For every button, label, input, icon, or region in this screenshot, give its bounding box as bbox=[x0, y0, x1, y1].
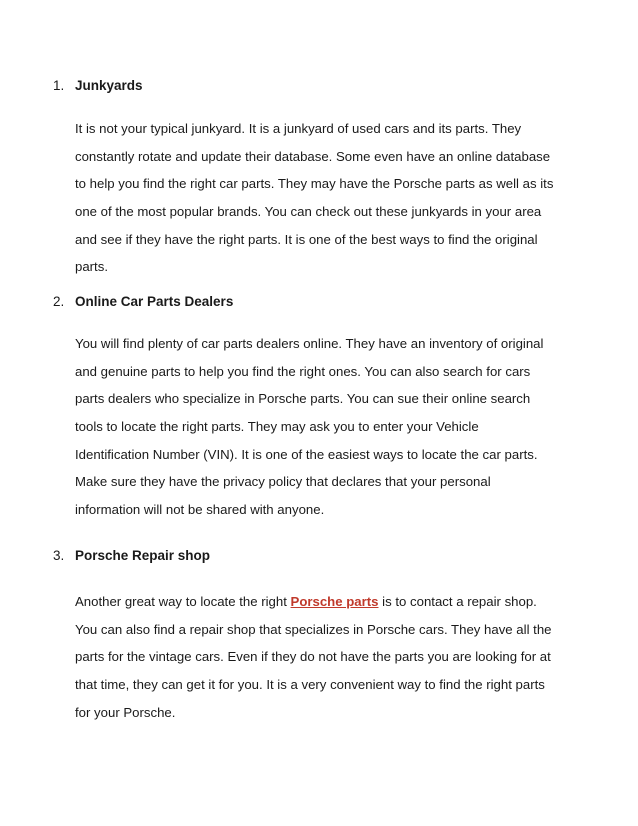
section-online-dealers bbox=[0, 291, 638, 518]
body-line: and see if they have the right parts. It is one of the best ways to find the original bbox=[75, 231, 538, 247]
section-body bbox=[75, 330, 570, 524]
heading-text: Junkyards bbox=[75, 78, 143, 93]
body-line: parts. bbox=[75, 259, 108, 275]
body-line bbox=[75, 588, 570, 616]
list-number: 3. bbox=[53, 548, 65, 563]
list-number: 2. bbox=[53, 294, 65, 309]
body-line: that time, they can get it for you. It is a very convenient way to find the right parts bbox=[75, 677, 545, 693]
body-line: parts dealers who specialize in Porsche parts. You can sue their online search bbox=[75, 391, 531, 407]
body-line: tools to locate the right parts. They may ask you to enter your Vehicle bbox=[75, 419, 479, 435]
section-repair-shop bbox=[0, 545, 638, 720]
heading-text: Online Car Parts Dealers bbox=[75, 294, 234, 309]
heading-text: Porsche Repair shop bbox=[75, 548, 211, 563]
body-line: parts for the vintage cars. Even if they do not have the parts you are looking for at bbox=[75, 649, 551, 665]
body-line: and genuine parts to help you find the right ones. You can also search for cars bbox=[75, 363, 531, 379]
body-line: Identification Number (VIN). It is one of the easiest ways to locate the car parts. bbox=[75, 446, 538, 462]
porsche-parts-link[interactable]: Porsche parts bbox=[290, 594, 379, 609]
body-line: for your Porsche. bbox=[75, 704, 176, 720]
section-heading bbox=[0, 291, 638, 313]
body-line: information will not be shared with anyone. bbox=[75, 502, 325, 518]
section-body bbox=[75, 588, 570, 726]
body-line: You can also find a repair shop that specializes in Porsche cars. They have all the bbox=[75, 621, 552, 637]
line-text: Another great way to locate the right bbox=[75, 594, 291, 609]
section-junkyards bbox=[0, 75, 638, 275]
body-line: It is not your typical junkyard. It is a junkyard of used cars and its parts. They bbox=[75, 121, 522, 136]
body-line: You will find plenty of car parts dealers online. They have an inventory of original bbox=[75, 336, 544, 351]
line-text: is to contact a repair shop. bbox=[378, 594, 537, 609]
body-line: Make sure they have the privacy policy that declares that your personal bbox=[75, 474, 491, 490]
body-line: constantly rotate and update their database. Some even have an online database bbox=[75, 148, 551, 164]
section-heading bbox=[0, 75, 638, 97]
body-line: to help you find the right car parts. They may have the Porsche parts as well as its bbox=[75, 176, 554, 192]
section-heading bbox=[0, 545, 638, 567]
section-body bbox=[75, 115, 570, 281]
body-line: one of the most popular brands. You can check out these junkyards in your area bbox=[75, 204, 542, 220]
list-number: 1. bbox=[53, 78, 65, 93]
